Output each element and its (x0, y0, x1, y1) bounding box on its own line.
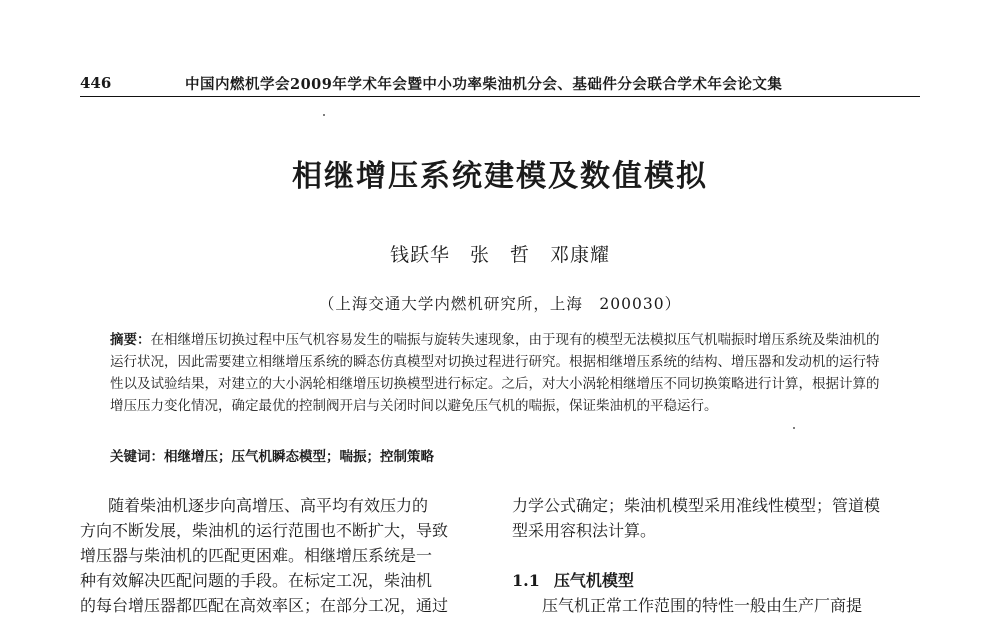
section-heading (512, 568, 634, 591)
affiliation: （上海交通大学内燃机研究所，上海 200030） (318, 295, 682, 313)
body-line: 随着柴油机逐步向高增压、高平均有效压力的 (108, 496, 429, 515)
body-line: 增压器与柴油机的匹配更困难。相继增压系统是一 (80, 546, 433, 565)
keywords (110, 445, 886, 465)
abstract (110, 329, 886, 417)
scan-speck (793, 427, 795, 429)
page-number: 446 (80, 74, 112, 92)
abstract-label: 摘要： (110, 332, 151, 348)
paper-title: 相继增压系统建模及数值模拟 (292, 159, 708, 194)
body-line: 种有效解决匹配问题的手段。在标定工况，柴油机 (80, 571, 433, 590)
keywords-text: 相继增压；压气机瞬态模型；喘振；控制策略 (164, 449, 434, 465)
body-line: 型采用容积法计算。 (512, 521, 657, 540)
header-rule (80, 96, 920, 97)
scan-speck (323, 114, 325, 116)
body-line: 力学公式确定；柴油机模型采用准线性模型；管道模 (512, 496, 881, 515)
body-line: 的每台增压器都匹配在高效率区；在部分工况，通过 (80, 596, 449, 615)
abstract-text: 在相继增压切换过程中压气机容易发生的喘振与旋转失速现象，由于现有的模型无法模拟压气机喘振时增压系统及柴油机的运行状况，因此需要建立相继增压系统的瞬态仿真模型对切换过程进行研究。根据相继增压系统的结构、增压器和发动机的运行特性以及试验结果，对建立的大小涡轮相继增压切换模型进行标定。之后，对大小涡轮相继增压不同切换策略进行计算，根据计算的增压压力变化情况，确定最优的控制阀开启与关闭时间以避免压气机的喘振，保证柴油机的平稳运行。 (110, 332, 880, 414)
section-number: 1.1 (512, 571, 540, 590)
section-title: 压气机模型 (553, 571, 634, 590)
body-left-column (80, 493, 490, 618)
running-title: 中国内燃机学会2009年学术年会暨中小功率柴油机分会、基础件分会联合学术年会论文集 (185, 76, 783, 93)
section-first-line: 压气机正常工作范围的特性一般由生产厂商提 (542, 596, 863, 615)
keywords-label: 关键词： (110, 449, 164, 465)
authors: 钱跃华 张 哲 邓康耀 (389, 244, 610, 266)
body-line: 方向不断发展，柴油机的运行范围也不断扩大，导致 (80, 521, 449, 540)
body-right-column (512, 493, 922, 543)
